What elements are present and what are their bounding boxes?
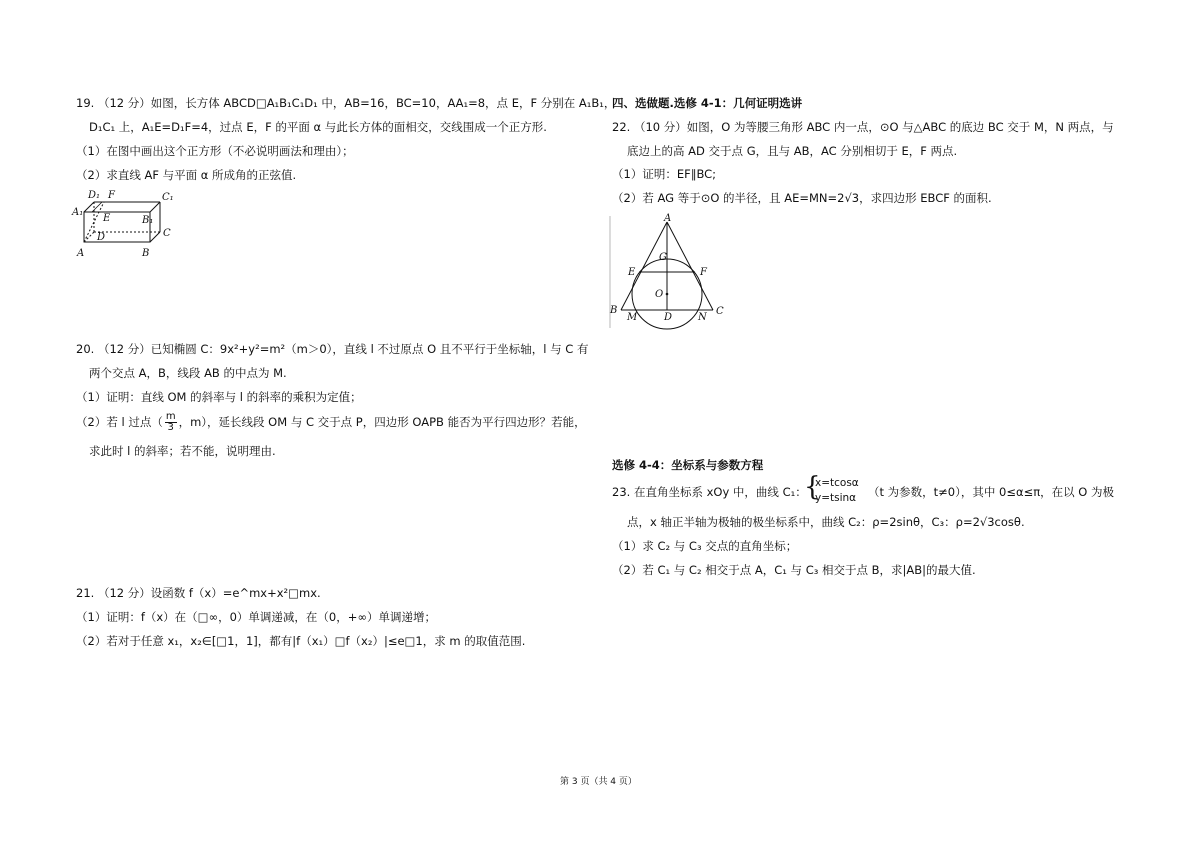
q23-line1b: （t 为参数，t≠0），其中 0≤α≤π，在以 O 为极 (868, 485, 1114, 499)
label-c: C (716, 306, 724, 317)
q21-line1: 21. （12 分）设函数 f（x）=e^mx+x²□mx. (76, 586, 321, 600)
q22-line1: 22. （10 分）如图，O 为等腰三角形 ABC 内一点，⊙O 与△ABC 的底边 BC 交于 M，N 两点，与 (612, 120, 1114, 134)
q22-part2: （2）若 AG 等于⊙O 的半径，且 AE=MN=2√3，求四边形 EBCF 的面积. (612, 191, 992, 205)
q23-line2: 点，x 轴正半轴为极轴的极坐标系中，曲线 C₂：ρ=2sinθ，C₃：ρ=2√3cosθ. (627, 515, 1025, 529)
q22-part1: （1）证明：EF∥BC; (612, 167, 717, 181)
label-d: D (97, 232, 106, 243)
q20-part2: （2）若 l 过点（ $\frac{m}{3}$ ，m），延长线段 OM 与 C 交于点 P，四边形 OAPB 能否为平行四边形？若能， (76, 411, 586, 433)
section-44-heading: 选修 4-4：坐标系与参数方程 (612, 458, 764, 472)
label-f: F (700, 267, 707, 278)
q21-part1: （1）证明：f（x）在（□∞，0）单调递减，在（0，+∞）单调递增； (76, 610, 436, 624)
page-footer: 第 3 页（共 4 页） (560, 777, 637, 787)
q23-part2: （2）若 C₁ 与 C₂ 相交于点 A，C₁ 与 C₃ 相交于点 B，求|AB|的最大值. (612, 563, 976, 577)
q23-system-eq1: x=tcosα (815, 477, 859, 489)
label-b1: B₁ (142, 215, 154, 226)
label-c: C (163, 228, 171, 239)
label-e: E (103, 213, 111, 224)
label-n: N (698, 312, 707, 323)
q23-line1a: 23. 在直角坐标系 xOy 中，曲线 C₁： (612, 485, 807, 499)
q20-line1: 20. （12 分）已知椭圆 C：9x²+y²=m²（m＞0），直线 l 不过原点 O 且不平行于坐标轴，l 与 C 有 (76, 342, 589, 356)
label-a: A (664, 213, 672, 224)
fraction-m-over-3: $\frac{m}{3}$ (165, 411, 176, 433)
q21-part2: （2）若对于任意 x₁，x₂∈[□1，1]，都有|f（x₁）□f（x₂）|≤e□1，求 m 的取值范围. (76, 634, 526, 648)
label-m: M (627, 312, 638, 323)
q19-part1: （1）在图中画出这个正方形（不必说明画法和理由）； (76, 144, 354, 158)
label-d1: D₁ (88, 190, 101, 201)
label-a1: A₁ (72, 207, 84, 218)
q23-system-eq2: y=tsinα (815, 492, 857, 504)
label-c1: C₁ (162, 192, 174, 203)
q22-line2: 底边上的高 AD 交于点 G，且与 AB，AC 分别相切于 E，F 两点. (627, 144, 958, 158)
q19-part2: （2）求直线 AF 与平面 α 所成角的正弦值. (76, 168, 297, 182)
triangle-circle-figure (606, 212, 736, 330)
q20-part2-cont: 求此时 l 的斜率；若不能，说明理由. (89, 444, 276, 458)
q19-line1: 19. （12 分）如图，长方体 ABCD□A₁B₁C₁D₁ 中，AB=16，BC=10，AA₁=8，点 E，F 分别在 A₁B₁， (76, 96, 616, 110)
q23-part1: （1）求 C₂ 与 C₃ 交点的直角坐标； (612, 539, 798, 553)
section-4-heading: 四、选做题.选修 4-1：几何证明选讲 (612, 96, 803, 110)
cuboid-figure (70, 188, 180, 262)
label-b: B (610, 305, 618, 316)
label-b: B (142, 248, 150, 259)
q19-line2: D₁C₁ 上，A₁E=D₁F=4，过点 E，F 的平面 α 与此长方体的面相交，交线围成一个正方形. (89, 120, 547, 134)
label-a: A (77, 248, 85, 259)
q20-part1: （1）证明：直线 OM 的斜率与 l 的斜率的乘积为定值； (76, 390, 362, 404)
system-brace: { (804, 472, 821, 502)
label-f: F (108, 190, 115, 201)
label-o: O (655, 289, 664, 300)
label-e: E (628, 267, 636, 278)
label-d: D (664, 312, 673, 323)
label-g: G (659, 252, 667, 263)
q20-line2: 两个交点 A，B，线段 AB 的中点为 M. (89, 366, 287, 380)
